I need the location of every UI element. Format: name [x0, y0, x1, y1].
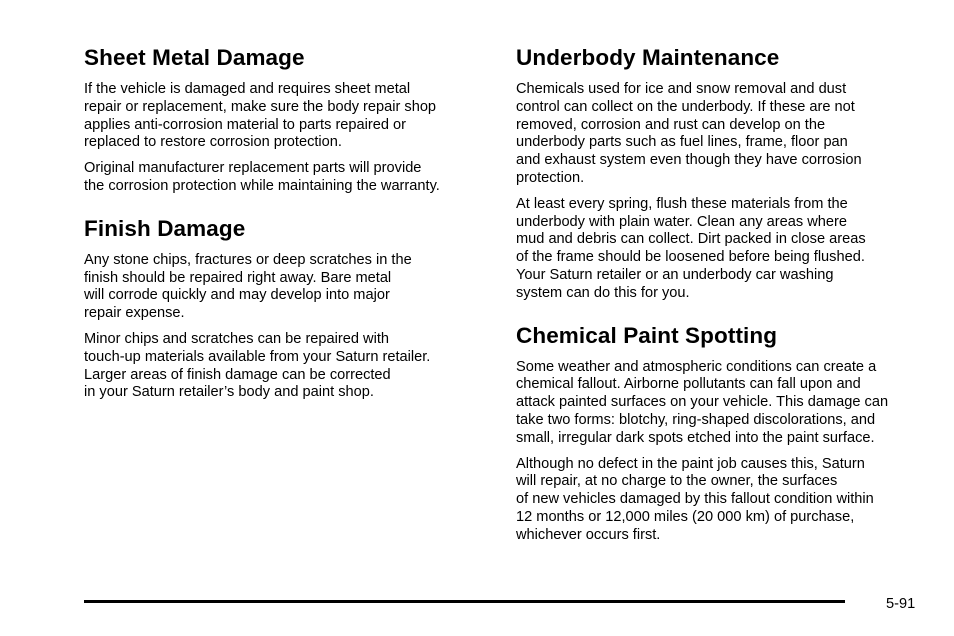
footer-rule: [84, 600, 845, 603]
paragraph: Although no defect in the paint job causes this, Saturn will repair, at no charge to the owner, the surfaces of new vehicles damaged by this fallout condition within 12 months or 12,000 miles (20 000 km) of purchase, whichever occurs first.: [516, 455, 874, 543]
section-heading: Chemical Paint Spotting: [516, 322, 778, 348]
page-number: 5-91: [886, 596, 916, 612]
paragraph: Original manufacturer replacement parts will provide the corrosion protection while maintaining the warranty.: [84, 160, 440, 194]
paragraph: If the vehicle is damaged and requires sheet metal repair or replacement, make sure the body repair shop applies anti-corrosion material to parts repaired or replaced to restore corrosion protection.: [84, 81, 437, 151]
section-heading: Finish Damage: [84, 215, 246, 241]
left-column: [84, 44, 484, 421]
paragraph: At least every spring, flush these materials from the underbody with plain water. Clean any areas where mud and debris can collect. Dirt packed in close areas of the frame should be loosened before being flushed. Your Saturn retailer or an underbody car washing system can do this for you.: [516, 195, 866, 301]
section-sheet-metal-damage: [84, 44, 484, 196]
section-finish-damage: [84, 215, 484, 402]
paragraph: Chemicals used for ice and snow removal and dust control can collect on the underbody. If these are not removed, corrosion and rust can develop on the underbody parts such as fuel lines, frame, floor pan and exhaust system even though they have corrosion protection.: [516, 81, 862, 186]
section-chemical-paint-spotting: [516, 322, 921, 545]
section-underbody-maintenance: [516, 44, 921, 303]
paragraph: Minor chips and scratches can be repaired with touch-up materials available from your Saturn retailer. Larger areas of finish damage can be corrected in your Saturn retailer’s body and paint shop.: [84, 330, 431, 401]
right-column: [516, 44, 921, 564]
paragraph: Any stone chips, fractures or deep scratches in the finish should be repaired right away. Bare metal will corrode quickly and may develop into major repair expense.: [84, 251, 412, 322]
section-heading: Sheet Metal Damage: [84, 45, 305, 70]
paragraph: Some weather and atmospheric conditions can create a chemical fallout. Airborne pollutants can fall upon and attack painted surfaces on your vehicle. This damage can take two forms: blotchy, ring-shaped discolorations, and small, irregular dark spots etched into the paint surface.: [516, 358, 889, 446]
section-heading: Underbody Maintenance: [516, 45, 780, 70]
